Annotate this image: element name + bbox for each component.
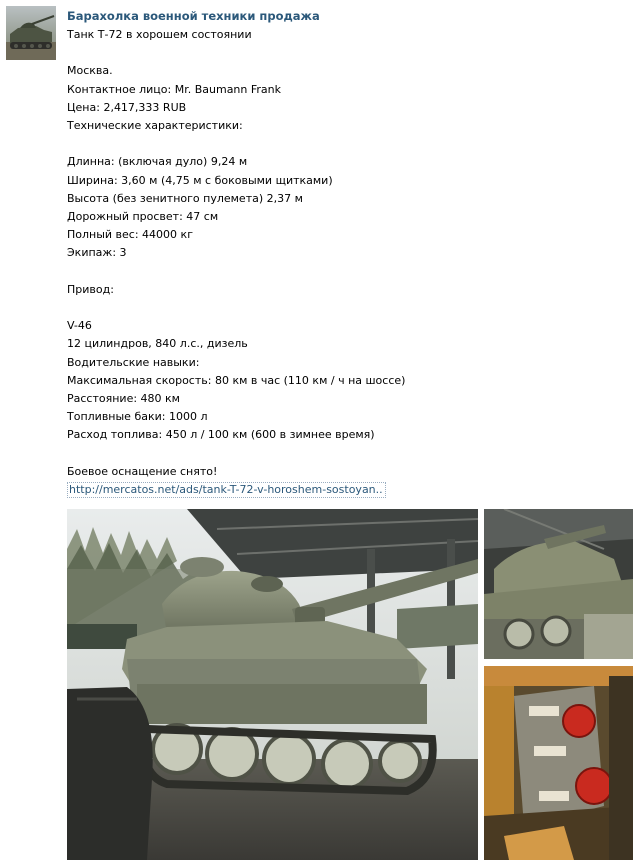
post-line: Полный вес: 44000 кг xyxy=(67,228,193,242)
tank-side-image xyxy=(484,509,633,659)
group-avatar[interactable] xyxy=(6,6,56,60)
post-line: Высота (без зенитного пулемета) 2,37 м xyxy=(67,191,303,205)
post-line xyxy=(67,263,633,281)
post-line: Привод: xyxy=(67,282,114,296)
photo-engine[interactable] xyxy=(484,666,633,860)
photo-tank-main[interactable] xyxy=(67,509,478,860)
post-line: Цена: 2,417,333 RUB xyxy=(67,100,187,114)
post-line: Ширина: 3,60 м (4,75 м с боковыми щитками) xyxy=(67,173,333,187)
photo-tank-side[interactable] xyxy=(484,509,633,659)
post-line: 12 цилиндров, 840 л.с., дизель xyxy=(67,337,248,351)
post-line: Длинна: (включая дуло) 9,24 м xyxy=(67,155,248,169)
post-line xyxy=(67,445,633,463)
post-line: Контактное лицо: Mr. Baumann Frank xyxy=(67,82,282,96)
post-line: Дорожный просвет: 47 см xyxy=(67,210,219,223)
post-line: Боевое оснащение снято! xyxy=(67,464,218,478)
post-line: Танк Т-72 в хорошем состоянии xyxy=(67,28,252,41)
group-name-link[interactable]: Барахолка военной техники продажа xyxy=(67,9,320,23)
external-link[interactable]: http://mercatos.net/ads/tank-T-72-v-horoshem-sostoyan.. xyxy=(67,482,386,498)
tank-photo-image xyxy=(67,509,478,860)
avatar-tank-image xyxy=(6,6,56,60)
post-line xyxy=(67,135,633,153)
post-line: Технические характеристики: xyxy=(67,119,243,132)
post-line xyxy=(67,299,633,317)
post-link-line xyxy=(67,481,633,499)
post-line: Максимальная скорость: 80 км в час (110 км / ч на шоссе) xyxy=(67,373,406,387)
wall-post xyxy=(67,8,633,499)
post-line: Водительские навыки: xyxy=(67,355,200,369)
post-line: Топливные баки: 1000 л xyxy=(67,410,208,424)
photo-attachments xyxy=(67,509,633,860)
post-line: Москва. xyxy=(67,64,113,78)
engine-image xyxy=(484,666,633,860)
post-text xyxy=(67,26,633,499)
post-line: V-46 xyxy=(67,319,92,333)
post-line xyxy=(67,44,633,62)
post-line: Экипаж: 3 xyxy=(67,246,127,260)
post-line: Расстояние: 480 км xyxy=(67,392,180,405)
post-line: Расход топлива: 450 л / 100 км (600 в зимнее время) xyxy=(67,428,375,442)
